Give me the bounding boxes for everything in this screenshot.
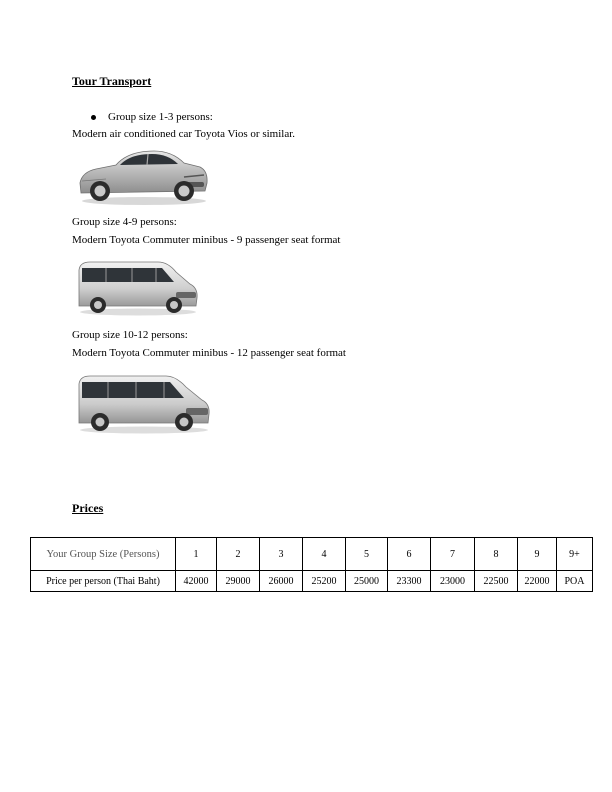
table-cell: POA — [557, 571, 593, 592]
table-cell: 25000 — [346, 571, 388, 592]
minibus-image — [76, 372, 212, 434]
table-cell: 25200 — [303, 571, 346, 592]
bullet-icon — [91, 115, 96, 120]
prices-heading: Prices — [72, 501, 104, 515]
table-cell: 1 — [176, 538, 217, 571]
prices-table — [30, 537, 593, 592]
sedan-car-image — [76, 145, 210, 207]
table-header-row — [31, 538, 593, 571]
table-cell: 23300 — [388, 571, 431, 592]
table-cell: 8 — [475, 538, 518, 571]
table-cell: 5 — [346, 538, 388, 571]
group-size-3-label: Group size 10-12 persons: — [72, 329, 188, 341]
vehicle-2-description: Modern Toyota Commuter minibus - 9 passenger seat format — [72, 234, 341, 246]
table-cell: 23000 — [431, 571, 475, 592]
table-cell: 9+ — [557, 538, 593, 571]
table-row — [31, 571, 593, 592]
table-cell: 22500 — [475, 571, 518, 592]
table-cell: 2 — [217, 538, 260, 571]
table-cell: 9 — [518, 538, 557, 571]
table-cell: 26000 — [260, 571, 303, 592]
table-cell: 22000 — [518, 571, 557, 592]
table-cell: 42000 — [176, 571, 217, 592]
group-size-2-label: Group size 4-9 persons: — [72, 216, 177, 228]
group-size-1-label: Group size 1-3 persons: — [108, 111, 213, 123]
table-cell: 6 — [388, 538, 431, 571]
price-row-label: Price per person (Thai Baht) — [31, 571, 176, 592]
transport-heading: Tour Transport — [72, 74, 152, 88]
minibus-image — [76, 258, 200, 316]
vehicle-3-description: Modern Toyota Commuter minibus - 12 passenger seat format — [72, 347, 346, 359]
table-cell: 7 — [431, 538, 475, 571]
vehicle-1-description: Modern air conditioned car Toyota Vios or similar. — [72, 128, 296, 140]
table-cell: 3 — [260, 538, 303, 571]
group-size-header-label: Your Group Size (Persons) — [31, 538, 176, 571]
table-cell: 4 — [303, 538, 346, 571]
table-cell: 29000 — [217, 571, 260, 592]
